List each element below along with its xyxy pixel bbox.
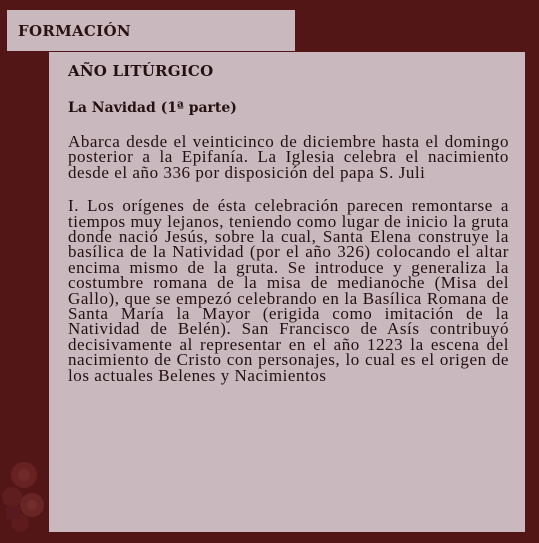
ornament-decoration — [0, 445, 48, 543]
article-paragraph-origins: I. Los orígenes de ésta celebración parecen remontarse a tiempos muy lejanos, teniendo como lugar de inicio la gruta donde nació Jesús, sobre la cual, Santa Elena construye la basílica de la Natividad (por el año 326) colocando el altar encima mismo de la gruta. Se introduce y generaliza la costumbre romana de la misa de medianoche (Misa del Gallo), que se empezó celebrando en la Basílica Romana de Santa María la Mayor (erigida como imitación de la Natividad de Belén). San Francisco de Asís contribuyó decisivamente al representar en el año 1223 la escena del nacimiento de Cristo con personajes, lo cual es el origen de los actuales Belenes y Nacimientos — [68, 196, 509, 385]
article-subtitle: La Navidad (1ª parte) — [68, 100, 237, 116]
article-paragraph-intro: Abarca desde el veinticinco de diciembre hasta el domingo posterior a la Epifanía. La Iglesia celebra el nacimiento desde el año 336 por disposición del papa S. Juli — [68, 132, 509, 182]
article-title: AÑO LITÚRGICO — [68, 62, 214, 80]
article-panel — [49, 52, 525, 532]
section-label: FORMACIÓN — [18, 22, 131, 40]
section-header-tab — [7, 10, 295, 51]
